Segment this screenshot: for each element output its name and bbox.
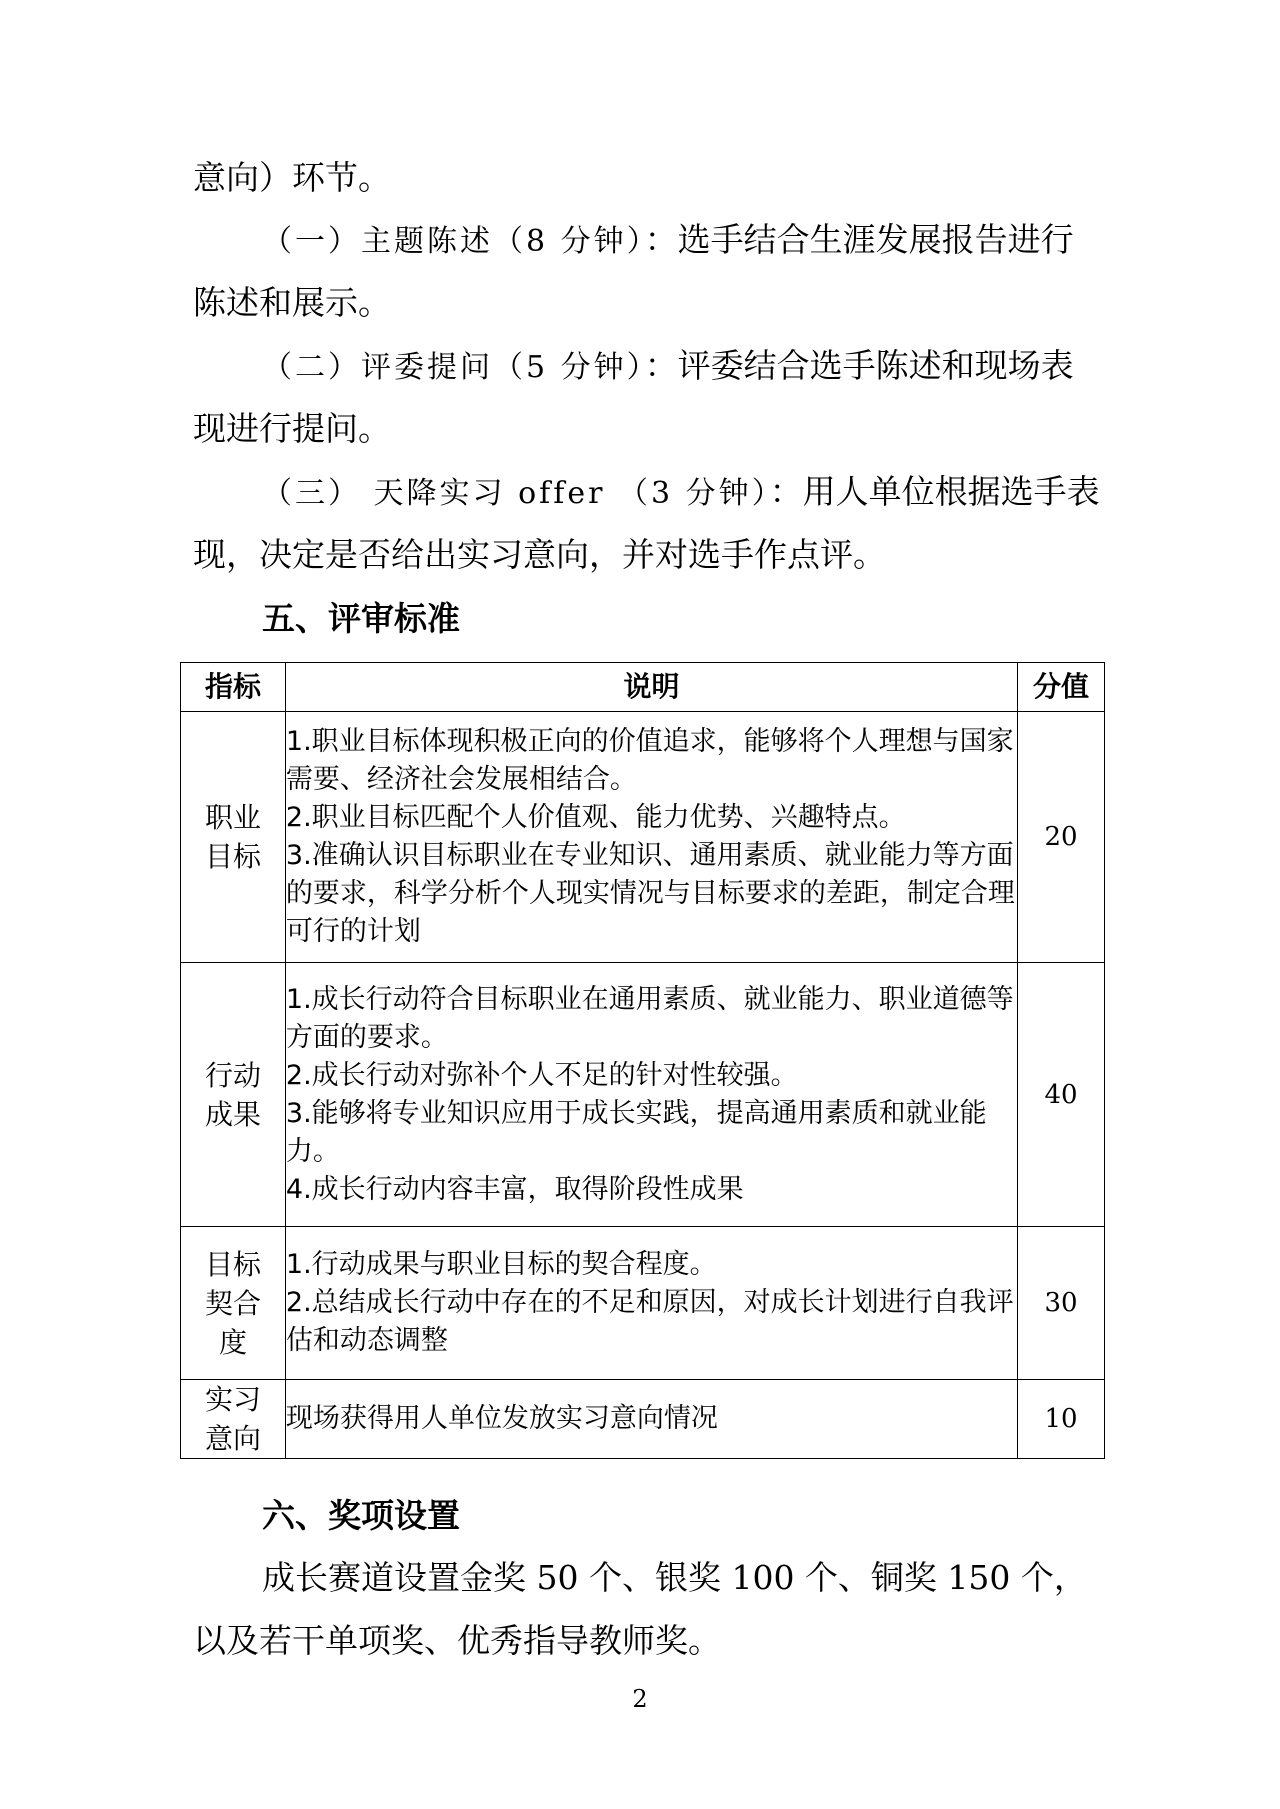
indicator-text: 实习 xyxy=(204,1383,261,1416)
section-heading-text: 五、评审标准 xyxy=(262,599,460,638)
table-row xyxy=(181,712,1105,963)
paragraph-text: 意向）环节。 xyxy=(193,158,391,197)
paragraph-text: 成长赛道设置金奖 50 个、银奖 100 个、铜奖 150 个， xyxy=(262,1558,1087,1597)
section-heading-text: 六、奖项设置 xyxy=(262,1496,460,1535)
paragraph-line xyxy=(193,533,1093,577)
indicator-text: 行动 xyxy=(204,1058,261,1092)
paragraph-line xyxy=(193,281,1093,325)
header-score: 分值 xyxy=(1018,663,1105,712)
subsection-label: （三） 天降实习 offer （3 分钟） xyxy=(262,476,770,511)
paragraph-line xyxy=(262,218,1162,264)
paragraph-text: 以及若干单项奖、优秀指导教师奖。 xyxy=(193,1621,721,1660)
indicator-text: 职业 xyxy=(204,801,261,834)
score-cell: 20 xyxy=(1018,712,1105,963)
page-number: 2 xyxy=(632,1685,648,1713)
description-item: 1.职业目标体现积极正向的价值追求，能够将个人理想与国家需要、经济社会发展相结合。 xyxy=(285,726,1014,795)
paragraph-text: 陈述和展示。 xyxy=(193,283,391,322)
header-indicator: 指标 xyxy=(181,663,286,712)
indicator-text: 成果 xyxy=(204,1097,261,1131)
indicator-cell xyxy=(181,712,286,963)
indicator-cell xyxy=(181,1227,286,1380)
paragraph-text: 现进行提问。 xyxy=(193,409,391,448)
description-item: 1.成长行动符合目标职业在通用素质、就业能力、职业道德等方面的要求。 xyxy=(285,983,1014,1053)
subsection-label: （二）评委提问（5 分钟） xyxy=(262,350,645,385)
paragraph-text: ：评委结合选手陈述和现场表 xyxy=(644,346,1074,385)
header-description: 说明 xyxy=(285,663,1017,712)
score-cell: 30 xyxy=(1018,1227,1105,1380)
paragraph-line xyxy=(262,1556,1162,1600)
table-row xyxy=(181,1380,1105,1459)
table-row xyxy=(181,1227,1105,1380)
description-item: 现场获得用人单位发放实习意向情况 xyxy=(285,1403,718,1434)
description-cell xyxy=(285,712,1017,963)
indicator-text: 度 xyxy=(218,1325,247,1359)
description-item: 2.职业目标匹配个人价值观、能力优势、兴趣特点。 xyxy=(285,802,906,833)
description-item: 4.成长行动内容丰富，取得阶段性成果 xyxy=(285,1173,744,1205)
section-heading xyxy=(262,1494,1162,1538)
score-cell: 40 xyxy=(1018,963,1105,1227)
description-item: 3.能够将专业知识应用于成长实践，提高通用素质和就业能力。 xyxy=(285,1097,987,1167)
indicator-text: 目标 xyxy=(204,1247,261,1281)
score-cell: 10 xyxy=(1018,1380,1105,1459)
paragraph-text: 现，决定是否给出实习意向，并对选手作点评。 xyxy=(193,535,886,574)
description-item: 2.成长行动对弥补个人不足的针对性较强。 xyxy=(285,1059,798,1091)
paragraph-text: ：选手结合生涯发展报告进行 xyxy=(644,220,1074,259)
paragraph-line xyxy=(193,156,1093,200)
description-cell xyxy=(285,1380,1017,1459)
description-item: 3.准确认识目标职业在专业知识、通用素质、就业能力等方面的要求，科学分析个人现实情况与目标要求的差距，制定合理可行的计划 xyxy=(285,840,1015,947)
indicator-text: 契合 xyxy=(204,1286,261,1320)
description-item: 1.行动成果与职业目标的契合程度。 xyxy=(285,1249,717,1280)
table-header-row xyxy=(181,663,1105,712)
table-row xyxy=(181,963,1105,1227)
description-cell xyxy=(285,1227,1017,1380)
paragraph-line xyxy=(193,407,1093,451)
indicator-cell xyxy=(181,963,286,1227)
description-cell xyxy=(285,963,1017,1227)
indicator-text: 目标 xyxy=(204,840,261,873)
paragraph-line xyxy=(262,344,1162,390)
paragraph-line xyxy=(193,1619,1093,1663)
indicator-text: 意向 xyxy=(204,1422,261,1455)
criteria-table xyxy=(180,662,1105,1459)
indicator-cell xyxy=(181,1380,286,1459)
subsection-label: （一）主题陈述（8 分钟） xyxy=(262,224,645,259)
description-item: 2.总结成长行动中存在的不足和原因，对成长计划进行自我评估和动态调整 xyxy=(285,1287,1014,1356)
paragraph-line xyxy=(262,470,1162,516)
section-heading xyxy=(262,597,1162,641)
paragraph-text: ：用人单位根据选手表 xyxy=(769,472,1100,511)
